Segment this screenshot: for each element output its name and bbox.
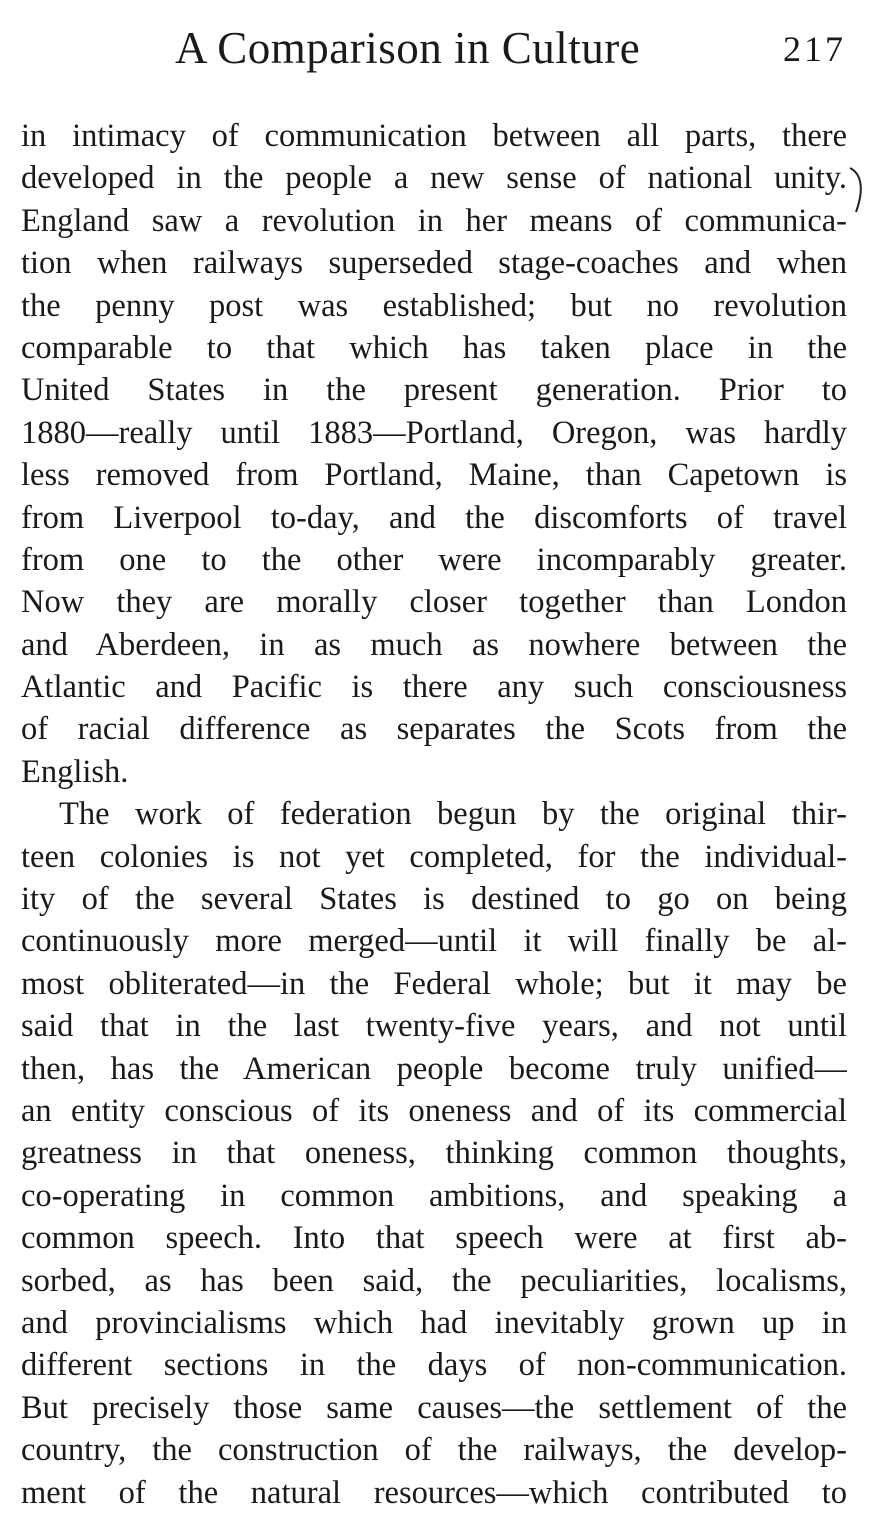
text-line: English. bbox=[21, 753, 129, 790]
running-title: A Comparison in Culture bbox=[175, 23, 641, 73]
text-line: United States in the present generation. Prior to bbox=[21, 372, 847, 409]
text-line: greatness in that oneness, thinking common thoughts, bbox=[21, 1135, 847, 1172]
text-line: common speech. Into that speech were at first ab- bbox=[21, 1220, 847, 1257]
text-line: from one to the other were incomparably greater. bbox=[21, 541, 847, 578]
text-line: said that in the last twenty-five years, and not until bbox=[21, 1008, 847, 1045]
text-line: England saw a revolution in her means of communica- bbox=[21, 202, 847, 239]
handwritten-bracket-mark bbox=[848, 160, 868, 220]
text-line: developed in the people a new sense of national unity. bbox=[21, 160, 847, 197]
text-line: from Liverpool to-day, and the discomforts of travel bbox=[21, 499, 847, 536]
text-line: different sections in the days of non-communication. bbox=[21, 1347, 847, 1384]
running-head bbox=[0, 22, 872, 82]
paragraph bbox=[21, 793, 847, 1514]
text-line: sorbed, as has been said, the peculiarities, localisms, bbox=[21, 1262, 847, 1299]
text-line: teen colonies is not yet completed, for the individual- bbox=[21, 838, 847, 875]
text-line: 1880—really until 1883—Portland, Oregon, was hardly bbox=[21, 414, 847, 451]
text-line: comparable to that which has taken place in the bbox=[21, 329, 847, 366]
text-line: country, the construction of the railways, the develop- bbox=[21, 1432, 847, 1469]
text-line: Now they are morally closer together than London bbox=[21, 584, 847, 621]
text-line: of racial difference as separates the Scots from the bbox=[21, 711, 847, 748]
text-line: ment of the natural resources—which contributed to bbox=[21, 1474, 847, 1511]
paragraph bbox=[21, 115, 847, 793]
body-text bbox=[21, 115, 847, 1514]
text-line: and provincialisms which had inevitably grown up in bbox=[21, 1304, 847, 1341]
text-line: ity of the several States is destined to go on being bbox=[21, 881, 847, 918]
text-line: Atlantic and Pacific is there any such consciousness bbox=[21, 669, 847, 706]
text-line: most obliterated—in the Federal whole; but it may be bbox=[21, 965, 847, 1002]
text-line: an entity conscious of its oneness and of its commercial bbox=[21, 1092, 847, 1129]
text-line: less removed from Portland, Maine, than Capetown is bbox=[21, 457, 847, 494]
text-line: then, has the American people become truly unified— bbox=[21, 1050, 847, 1087]
text-line: in intimacy of communication between all parts, there bbox=[21, 118, 847, 154]
text-line: the penny post was established; but no revolution bbox=[21, 287, 847, 324]
text-line: tion when railways superseded stage-coaches and when bbox=[21, 245, 847, 282]
text-line: The work of federation begun by the original thir- bbox=[59, 796, 847, 833]
page-number: 217 bbox=[783, 29, 846, 69]
text-line: continuously more merged—until it will finally be al- bbox=[21, 923, 847, 960]
text-line: and Aberdeen, in as much as nowhere between the bbox=[21, 626, 847, 663]
text-line: But precisely those same causes—the settlement of the bbox=[21, 1389, 847, 1426]
text-line: co-operating in common ambitions, and speaking a bbox=[21, 1177, 847, 1214]
